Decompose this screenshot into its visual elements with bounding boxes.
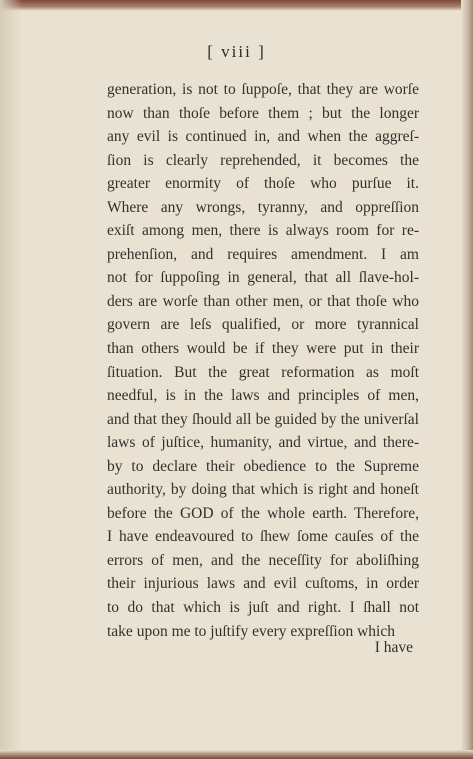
text-line: ders are worſe than other men, or that thoſe who [107, 292, 419, 310]
text-line: greater enormity of thoſe who purſue it. [107, 175, 419, 193]
text-line: errors of men, and the neceſſity for aboliſhing [107, 551, 419, 569]
catchword: I have [374, 639, 413, 656]
text-line: than others would be if they were put in their [107, 340, 419, 358]
text-line: Where any wrongs, tyranny, and oppreſſion [107, 198, 419, 216]
text-line: govern are leſs qualified, or more tyrannical [107, 316, 419, 334]
text-line: authority, by doing that which is right and honeſt [107, 481, 419, 499]
text-line: by to declare their obedience to the Supreme [107, 457, 419, 475]
text-line: any evil is continued in, and when the aggreſ- [107, 128, 419, 146]
text-line: their injurious laws and evil cuſtoms, in order [107, 575, 419, 593]
gutter-shadow [0, 0, 22, 759]
text-line: generation, is not to ſuppoſe, that they are worſe [107, 81, 419, 98]
text-line: laws of juſtice, humanity, and virtue, and there- [107, 434, 419, 452]
text-line: prehenſion, and requires amendment. I am [107, 245, 419, 263]
text-line: and that they ſhould all be guided by the univerſal [107, 410, 419, 428]
text-line: not for ſuppoſing in general, that all ſlave-hol- [107, 269, 419, 287]
text-line: take upon me to juſtify every expreſſion which [107, 622, 395, 640]
text-line: needful, is in the laws and principles of men, [107, 387, 419, 405]
text-line: now than thoſe before them ; but the longer [107, 104, 419, 122]
page-number: [ viii ] [207, 42, 266, 61]
body-text [107, 78, 419, 643]
text-line: I have endeavoured to ſhew ſome cauſes of the [107, 528, 419, 546]
page-top-edge [0, 0, 473, 11]
text-line: ſion is clearly reprehended, it becomes the [107, 151, 419, 169]
text-line: to do that which is juſt and right. I ſhall not [107, 599, 419, 617]
page-bottom-edge [0, 750, 473, 759]
text-line: ſituation. But the great reformation as moſt [107, 363, 419, 381]
text-line: exiſt among men, there is always room for re- [107, 222, 419, 240]
text-line: before the GOD of the whole earth. Therefore, [107, 504, 419, 522]
page-right-edge [461, 0, 473, 759]
